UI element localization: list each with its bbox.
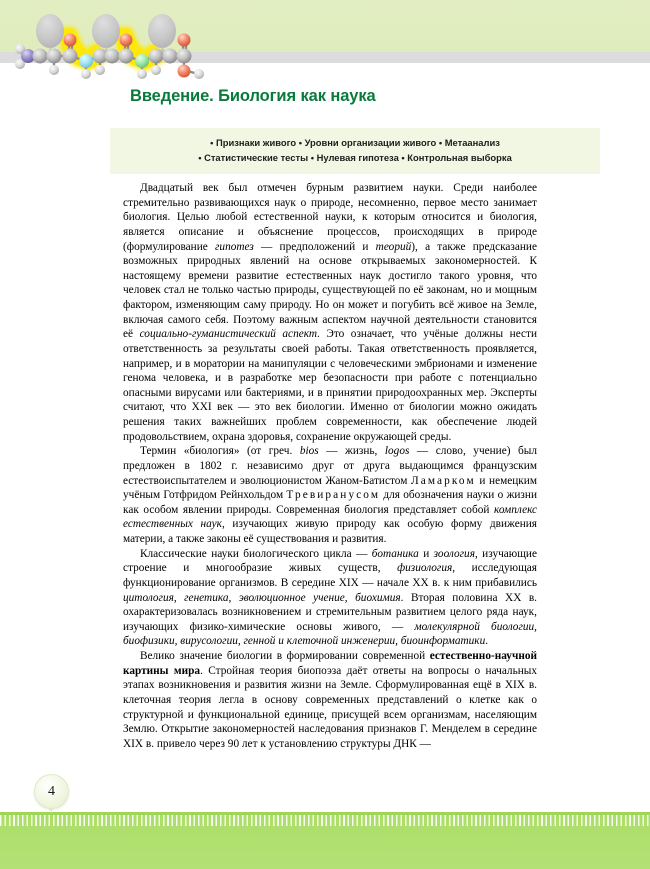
body-paragraph: Двадцатый век был отмечен бурным развитием науки. Среди наиболее стремительно развивающихся наук о природе, несомненно, первое место занимает биология. Целью любой естественной науки, к которым относится и биология, является описание и объяснение процессов, происходящих в природе (формулирование гипотез — предположений и теорий), а также предсказание возможных природных явлений на основе открываемых закономерностей. К настоящему времени развитие естественных наук достигло такого уровня, что человек стал не только частью природы, существующей по её законам, но и мощным фактором, изменяющим саму природу. Но он может и погубить всё живое на Земле, включая самого себя. Поэтому важным аспектом научной деятельности становится её социально-гуманистический аспект. Это означает, что учёные должны нести ответственность за результаты своей работы. Такая ответственность проявляется, например, и в моратории на манипуляции с человеческими эмбрионами и изменение генома человека, и в разработке мер безопасности при работе с потенциально опасными вирусами или бактериями, и в принятии природоохранных мер. Эксперты считают, что XXI век — это век биологии. Именно от биологии можно ожидать решения таких важнейших проблем современности, как обеспечение людей продовольствием, охрана здоровья, сохранение окружающей среды.: [123, 182, 538, 443]
key-terms-line: • Статистические тесты • Нулевая гипотеза • Контрольная выборка: [198, 151, 512, 163]
body-text-column: [123, 181, 537, 751]
body-paragraph: Классические науки биологического цикла — ботаника и зоология, изучающие строение и многообразие живых существ, физиология, исследующая функционирование организмов. В середине XIX — начале XX в. к ним прибавились цитология, генетика, эволюционное учение, биохимия. Вторая половина XX в. охарактеризовалась возникновением и стремительным развитием целого ряда наук, изучающих физико-химические основы живого, — молекулярной биологии, биофизики, вирусологии, генной и клеточной инженерии, биоинформатики.: [123, 547, 537, 648]
body-paragraph: Термин «биология» (от греч. bios — жизнь, logos — слово, учение) был предложен в 1802 г. независимо друг от друга выдающимся французским естествоиспытателем и эволюционистом Жаном-Батистом Ламарком и немецким учёным Готфридом Рейнхольдом Тревиранусом для обозначения науки о жизни как особом явлении природы. Современная биология представляет собой комплекс естественных наук, изучающих живую природу как особую форму движения материи, а также законы её существования и развития.: [123, 445, 538, 545]
page-number: 4: [34, 774, 69, 809]
key-terms-line: • Признаки живого • Уровни организации живого • Метаанализ: [210, 137, 500, 148]
bottom-band-comb-pattern: [0, 815, 650, 826]
page-title: Введение. Биология как наука: [130, 87, 376, 105]
bottom-green-band: [0, 812, 650, 869]
top-gray-shelf-band: [0, 52, 650, 63]
body-paragraph: Велико значение биологии в формировании современной естественно-научной картины мира. Стройная теория биопоэза даёт ответы на вопросы о начальных этапах возникновения и развития жизни на Земле. Сформулированная ещё в XIX в. клеточная теория легла в основу современных представлений о клетке как о структурной и функциональной единице, присущей всем организмам, населяющим Землю. Открытие закономерностей наследования признаков Г. Менделем в середине XIX в. привело через 90 лет к установлению структуры ДНК —: [123, 650, 538, 750]
key-terms-box: [110, 128, 600, 174]
top-green-band: [0, 0, 650, 52]
